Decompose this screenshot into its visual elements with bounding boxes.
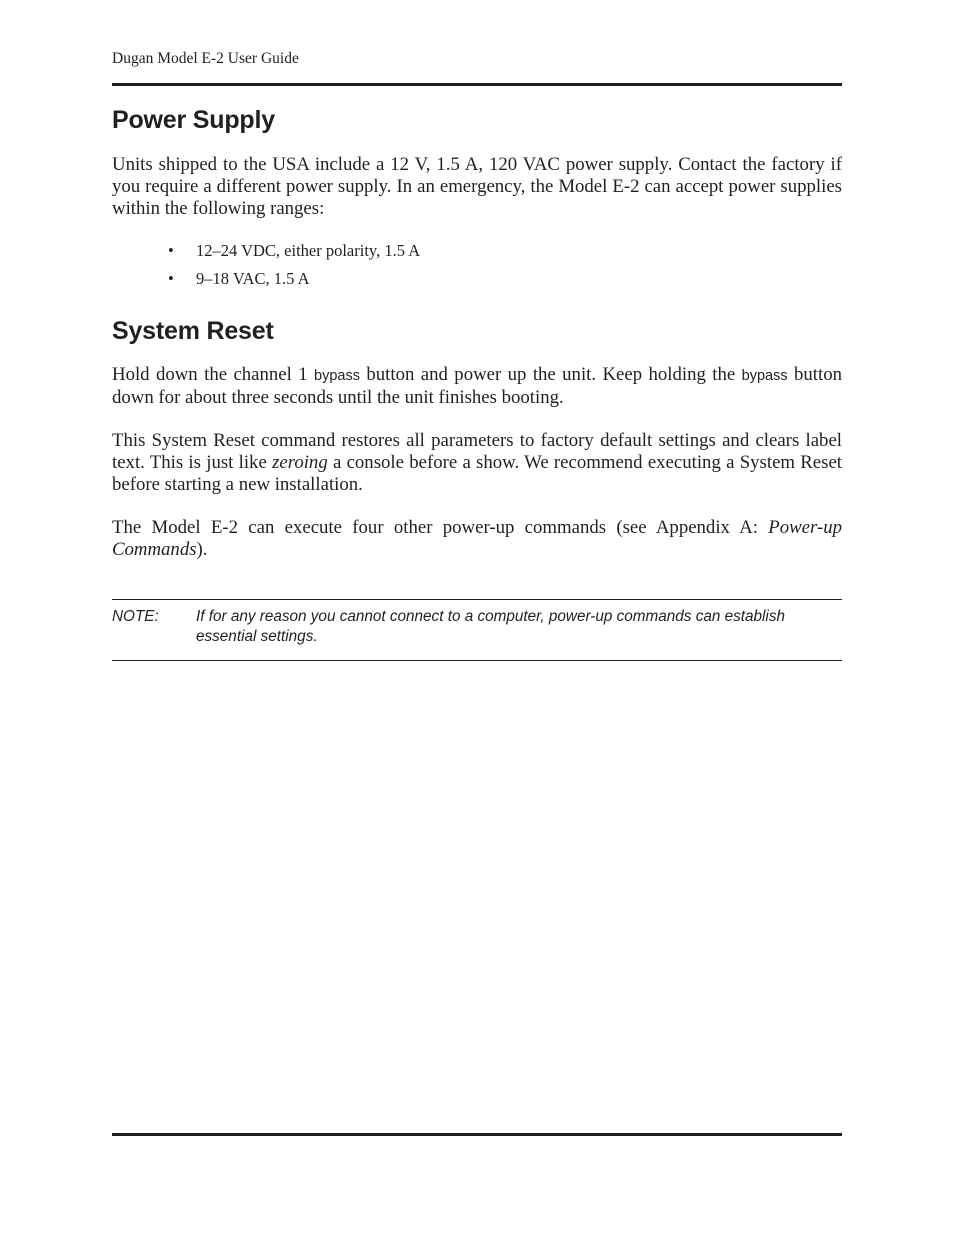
bypass-button-name: bypass [741, 368, 788, 384]
voltage-range-list [112, 241, 842, 297]
bullet-glyph: • [168, 269, 174, 288]
power-supply-paragraph: Units shipped to the USA include a 12 V, 1.5 A, 120 VAC power supply. Contact the factory if you require a different power supply. In an emergency, the Model E-2 can accept power supplies within the following ranges: [112, 154, 842, 219]
text-run: This System Reset command restores all parameters to factory default settings and clears label text. This is just like [112, 430, 842, 473]
bypass-button-name: bypass [314, 368, 360, 384]
text-run: button and power up the unit. Keep holding the [359, 364, 742, 385]
list-item [112, 269, 842, 297]
system-reset-paragraph-2 [112, 430, 842, 496]
text-run: Hold down the channel 1 [112, 364, 315, 385]
text-run: ). [196, 539, 208, 560]
list-item-text: 12–24 VDC, either polarity, 1.5 A [196, 241, 421, 260]
emphasis: zeroing [272, 452, 328, 473]
header-rule [112, 83, 842, 86]
section-heading-power-supply: Power Supply [112, 106, 275, 134]
bullet-glyph: • [168, 241, 174, 260]
text-run: button down for about three seconds until the unit finishes booting. [112, 364, 842, 408]
footer-rule [112, 1133, 842, 1136]
system-reset-paragraph-3 [112, 517, 842, 561]
text-run: The Model E-2 can execute four other power-up commands (see Appendix A: [112, 517, 769, 538]
note-top-rule [112, 599, 842, 600]
list-item [112, 241, 842, 269]
note-label: NOTE: [112, 608, 159, 625]
running-header: Dugan Model E-2 User Guide [112, 50, 299, 67]
note-bottom-rule [112, 660, 842, 661]
note-text: If for any reason you cannot connect to a computer, power-up commands can establish essential settings. [196, 608, 785, 645]
emphasis: Power-up Commands [112, 517, 842, 560]
text-run: a console before a show. We recommend executing a System Reset before starting a new installation. [112, 452, 842, 495]
section-heading-system-reset: System Reset [112, 317, 274, 345]
list-item-text: 9–18 VAC, 1.5 A [196, 269, 310, 288]
system-reset-paragraph-1 [112, 364, 842, 409]
